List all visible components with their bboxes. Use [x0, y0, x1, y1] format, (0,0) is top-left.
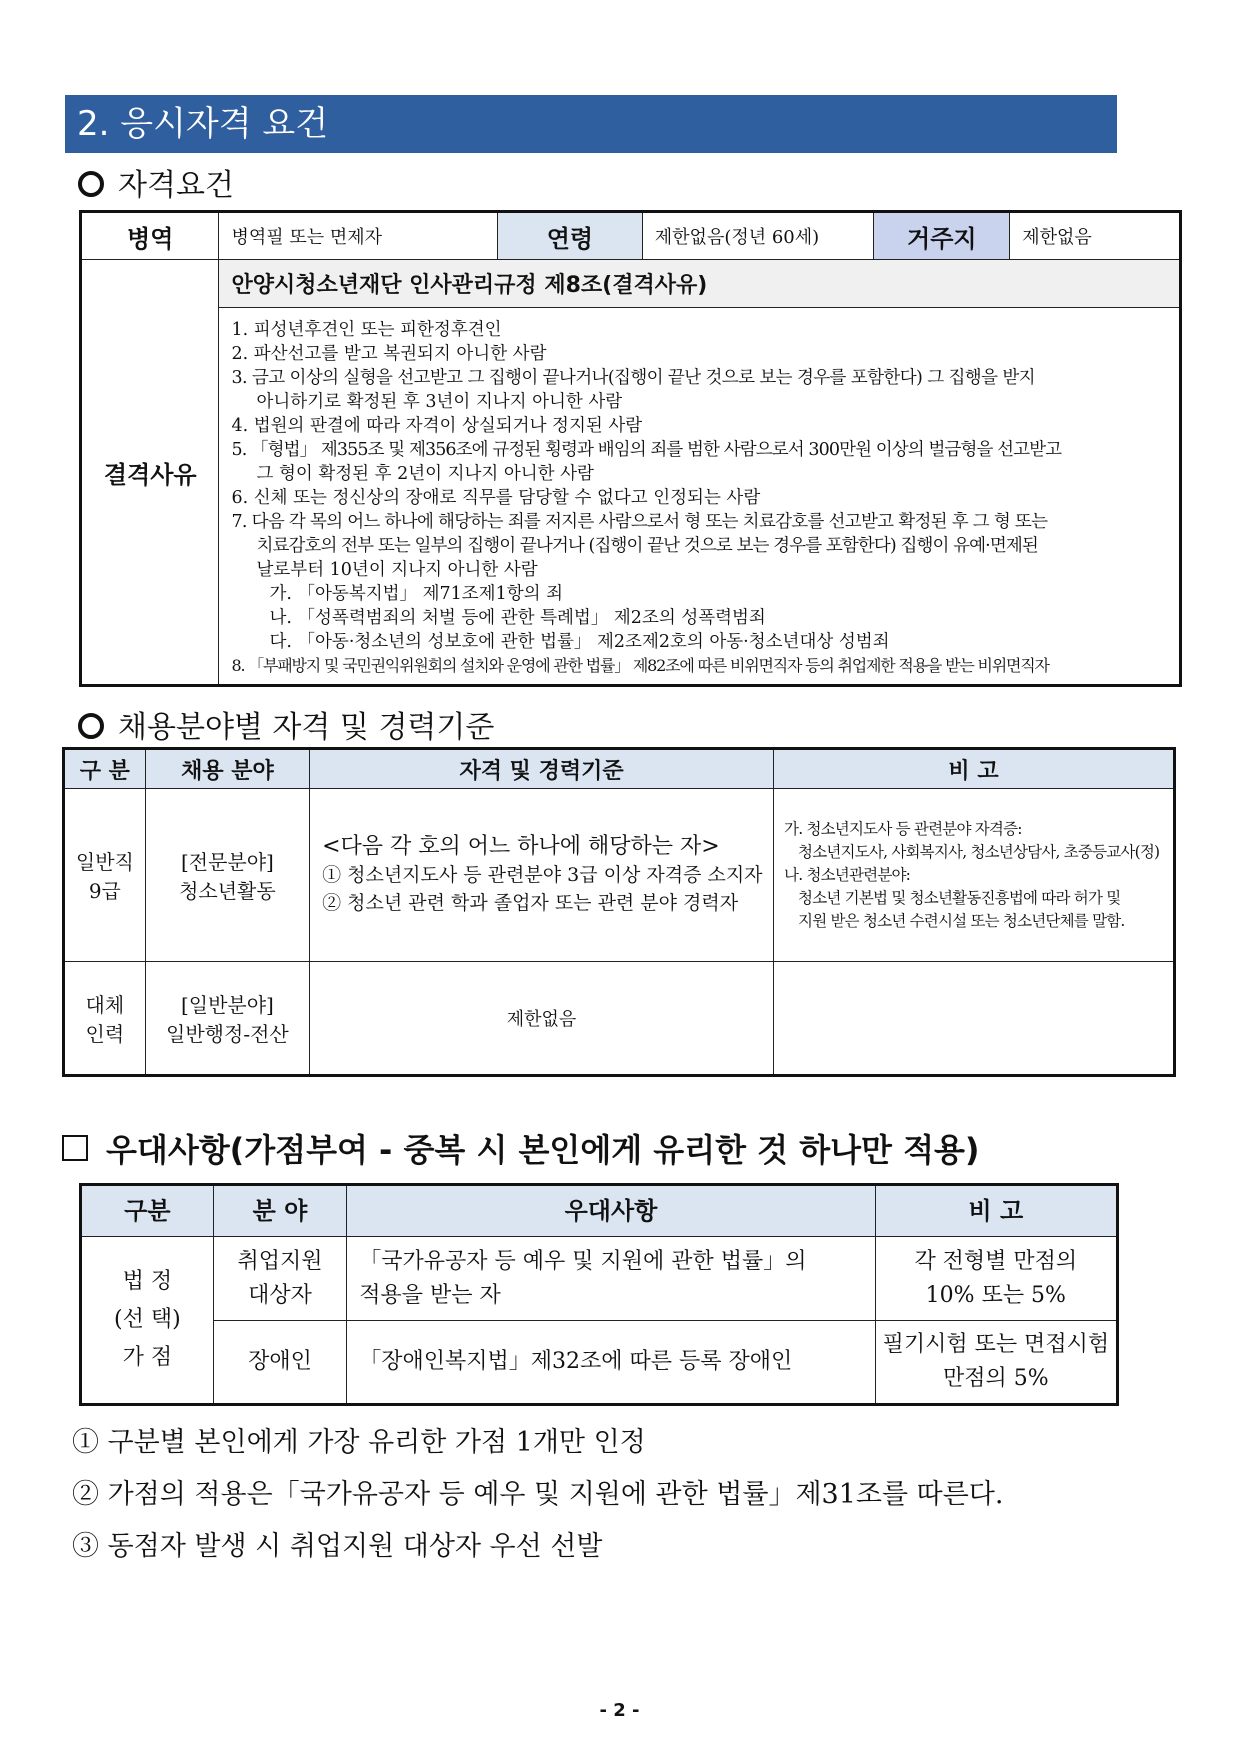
row2-category-line: 인력	[85, 1022, 125, 1046]
residence-label: 거주지	[874, 212, 1010, 260]
preferences-heading-text: 우대사항(가점부여 - 중복 시 본인에게 유리한 것 하나만 적용)	[106, 1131, 980, 1169]
disq-item: 2. 파산선고를 받고 복권되지 아니한 사람	[231, 344, 547, 364]
row1-note-line: 가. 청소년지도사 등 관련분야 자격증:	[784, 819, 1022, 838]
pref-row1-field-line: 대상자	[248, 1282, 312, 1308]
disq-item: 7. 다음 각 목의 어느 하나에 해당하는 죄를 저지른 사람으로서 형 또는 치료감호를 선고받고 확정된 후 그 형 또는	[231, 512, 1048, 532]
pref-row1-desc	[347, 1237, 875, 1321]
row2-criteria: 제한없음	[310, 962, 774, 1076]
age-label: 연령	[498, 212, 643, 260]
pref-category	[81, 1237, 214, 1405]
pref-category-line: 법 정	[122, 1269, 173, 1294]
header-notes: 비 고	[774, 749, 1175, 789]
disqualification-label: 결격사유	[81, 260, 219, 686]
pref-row2-note-line: 만점의 5%	[942, 1366, 1049, 1391]
circle-bullet-icon	[78, 713, 104, 739]
pref-row2-note	[875, 1321, 1117, 1405]
disq-item: 날로부터 10년이 지나지 아니한 사람	[256, 560, 538, 580]
row1-note-line: 나. 청소년관련분야:	[784, 865, 911, 884]
pref-category-line: 가 점	[122, 1345, 173, 1370]
disq-subitem: 나. 「성폭력범죄의 처벌 등에 관한 특례법」 제2조의 성폭력범죄	[269, 608, 766, 628]
row2-notes	[774, 962, 1175, 1076]
fields-heading	[78, 702, 494, 746]
page-number: - 2 -	[599, 1700, 640, 1721]
row1-criteria-line: ② 청소년 관련 학과 졸업자 또는 관련 분야 경력자	[322, 892, 739, 914]
section-title-banner: 2. 응시자격 요건	[65, 95, 1117, 153]
pref-header-note: 비 고	[875, 1185, 1117, 1237]
disq-item: 그 형이 확정된 후 2년이 지나지 아니한 사람	[256, 464, 594, 484]
pref-row1-field-line: 취업지원	[237, 1248, 323, 1274]
pref-header-field: 분 야	[213, 1185, 347, 1237]
row1-notes	[774, 789, 1175, 962]
row1-category-line: 일반직	[75, 850, 134, 874]
disq-item: 4. 법원의 판결에 따라 자격이 상실되거나 정지된 사람	[231, 416, 643, 436]
pref-row1-note-line: 각 전형별 만점의	[914, 1248, 1078, 1274]
row1-field-line: 청소년활동	[179, 879, 276, 903]
disq-item: 아니하기로 확정된 후 3년이 지나지 아니한 사람	[256, 392, 623, 412]
disq-subitem: 다. 「아동·청소년의 성보호에 관한 법률」 제2조제2호의 아동·청소년대상 성범죄	[269, 632, 890, 652]
pref-category-line: (선 택)	[113, 1307, 181, 1332]
disq-item: 치료감호의 전부 또는 일부의 집행이 끝나거나 (집행이 끝난 것으로 보는 경우를 포함한다) 집행이 유예·면제된	[256, 536, 1038, 556]
row1-criteria-line: ① 청소년지도사 등 관련분야 3급 이상 자격증 소지자	[322, 864, 763, 886]
residence-value: 제한없음	[1010, 212, 1181, 260]
header-category: 구 분	[64, 749, 146, 789]
row1-note-line: 지원 받은 청소년 수련시설 또는 청소년단체를 말함.	[798, 911, 1125, 930]
header-field: 채용 분야	[145, 749, 309, 789]
military-label: 병역	[81, 212, 219, 260]
pref-note-3: ③ 동점자 발생 시 취업지원 대상자 우선 선발	[72, 1531, 603, 1562]
fields-table	[62, 747, 1176, 1077]
age-value: 제한없음(정년 60세)	[642, 212, 874, 260]
qualifications-heading	[78, 160, 234, 204]
row1-category-line: 9급	[88, 879, 121, 903]
preferences-table	[79, 1183, 1119, 1406]
disq-item: 6. 신체 또는 정신상의 장애로 직무를 담당할 수 없다고 인정되는 사람	[231, 488, 761, 508]
disq-item: 5. 「형법」 제355조 및 제356조에 규정된 횡령과 배임의 죄를 범한 사람으로서 300만원 이상의 벌금형을 선고받고	[231, 440, 1062, 460]
row1-criteria	[310, 789, 774, 962]
disq-item: 8. 「부패방지 및 국민권익위원회의 설치와 운영에 관한 법률」 제82조에 따른 비위면직자 등의 취업제한 적용을 받는 비위면직자	[231, 656, 1049, 675]
row1-criteria-line: <다음 각 호의 어느 하나에 해당하는 자>	[322, 834, 720, 859]
pref-row2-field	[213, 1321, 347, 1405]
pref-row2-desc	[347, 1321, 875, 1405]
header-criteria: 자격 및 경력기준	[310, 749, 774, 789]
pref-note-2: ② 가점의 적용은「국가유공자 등 예우 및 지원에 관한 법률」제31조를 따른다.	[72, 1479, 1004, 1510]
preferences-heading	[62, 1125, 980, 1171]
disqualification-list	[219, 308, 1181, 686]
row2-field-line: 일반행정-전산	[166, 1022, 289, 1046]
row2-category-line: 대체	[85, 993, 125, 1017]
disq-item: 1. 피성년후견인 또는 피한정후견인	[231, 320, 502, 340]
row1-field-line: [전문분야]	[180, 850, 274, 874]
row1-note-line: 청소년지도사, 사회복지사, 청소년상담사, 초중등교사(정)	[798, 842, 1160, 861]
row1-field	[145, 789, 309, 962]
regulation-title: 안양시청소년재단 인사관리규정 제8조(결격사유)	[219, 260, 1181, 308]
pref-row2-note-line: 필기시험 또는 면접시험	[882, 1332, 1110, 1357]
pref-row2-field-line: 장애인	[248, 1349, 312, 1374]
disq-item: 3. 금고 이상의 실형을 선고받고 그 집행이 끝나거나(집행이 끝난 것으로 보는 경우를 포함한다) 그 집행을 받지	[231, 368, 1035, 388]
pref-header-desc: 우대사항	[347, 1185, 875, 1237]
pref-row1-field	[213, 1237, 347, 1321]
military-value: 병역필 또는 면제자	[219, 212, 498, 260]
pref-row1-desc-line: 적용을 받는 자	[359, 1282, 501, 1308]
checkbox-square-icon	[62, 1135, 88, 1161]
pref-row1-note-line: 10% 또는 5%	[925, 1282, 1066, 1308]
pref-row2-desc-line: 「장애인복지법」제32조에 따른 등록 장애인	[359, 1349, 793, 1374]
row2-field-line: [일반분야]	[180, 993, 274, 1017]
row1-category	[64, 789, 146, 962]
pref-row1-note	[875, 1237, 1117, 1321]
pref-row1-desc-line: 「국가유공자 등 예우 및 지원에 관한 법률」의	[359, 1248, 807, 1274]
disq-subitem: 가. 「아동복지법」 제71조제1항의 죄	[269, 584, 563, 604]
row2-category	[64, 962, 146, 1076]
qualifications-heading-text: 자격요건	[118, 168, 234, 203]
qualifications-table	[79, 210, 1182, 687]
row1-note-line: 청소년 기본법 및 청소년활동진흥법에 따라 허가 및	[798, 888, 1121, 907]
circle-bullet-icon	[78, 171, 104, 197]
pref-note-1: ① 구분별 본인에게 가장 유리한 가점 1개만 인정	[72, 1427, 646, 1458]
fields-heading-text: 채용분야별 자격 및 경력기준	[118, 710, 495, 745]
row2-field	[145, 962, 309, 1076]
pref-header-category: 구분	[81, 1185, 214, 1237]
